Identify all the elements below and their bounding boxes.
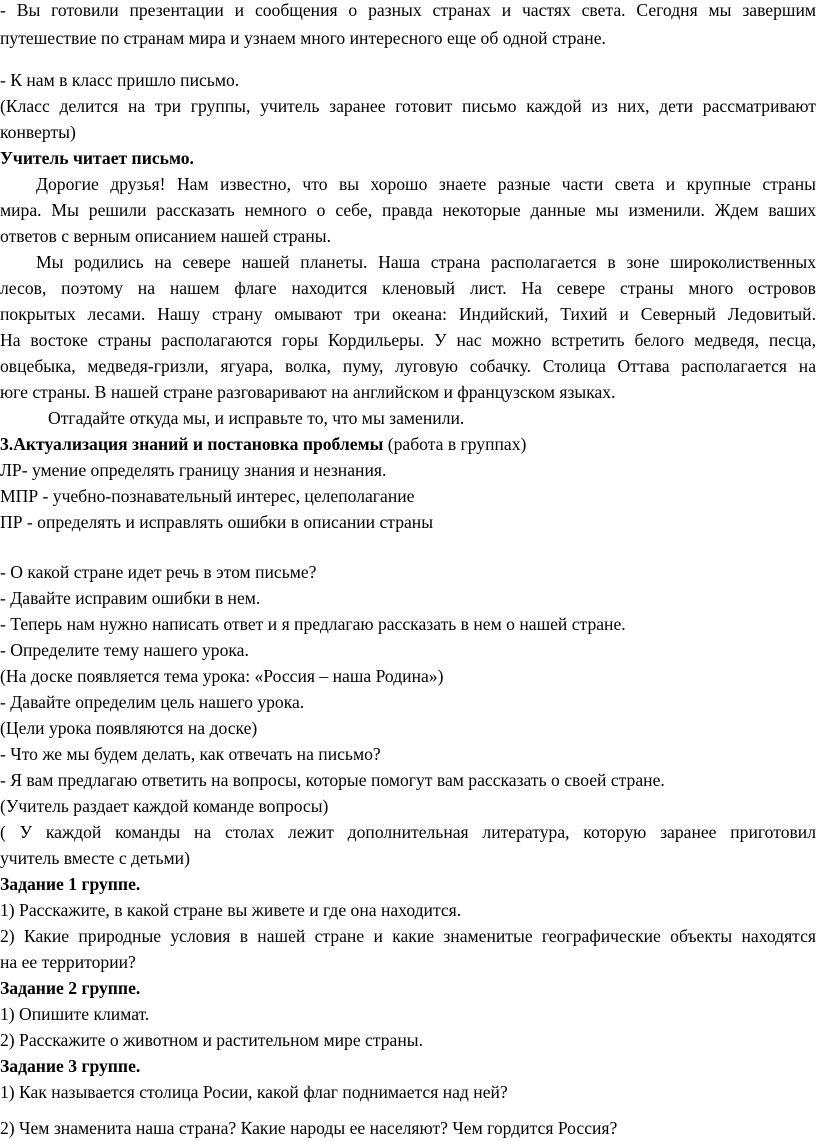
letter-p1-line-3: ответов с верным описанием нашей страны. — [0, 226, 331, 246]
dialog-line-7: (Цели урока появляются на доске) — [0, 718, 258, 738]
group3-question-2: 2) Чем знаменита наша страна? Какие народы ее населяют? Чем гордится Россия? — [0, 1118, 618, 1138]
section3-pr: ПР - определять и исправлять ошибки в описании страны — [0, 512, 434, 532]
dialog-line-6: - Давайте определим цель нашего урока. — [0, 692, 305, 712]
letter-p2-line-5: овцебыка, медведя-гризли, ягуара, волка, пуму, луговую собачку. Столица Оттава располагается на — [0, 356, 816, 376]
section3-mpr: МПР - учебно-познавательный интерес, целеполагание — [0, 486, 415, 506]
dialog-line-11b: учитель вместе с детьми) — [0, 848, 190, 868]
letter-p1-line-2: мира. Мы решили рассказать немного о себе, правда некоторые данные мы изменили. Ждем ваших — [0, 200, 816, 220]
intro-line-2: путешествие по странам мира и узнаем много интересного еще об одной стране. — [0, 28, 606, 48]
group1-title: Задание 1 группе. — [0, 874, 141, 894]
dialog-line-11a: ( У каждой команды на столах лежит дополнительная литература, которую заранее приготовил — [0, 822, 816, 842]
letter-p2-line-6: юге страны. В нашей стране разговаривают на английском и французском языках. — [0, 382, 616, 402]
intro-line-1: - Вы готовили презентации и сообщения о разных странах и частях света. Сегодня мы завершим — [0, 0, 816, 20]
section3-title-bold: 3.Актуализация знаний и постановка проблемы — [0, 434, 384, 454]
letter-p2-line-4: На востоке страны располагаются горы Кордильеры. У нас можно встретить белого медведя, песца, — [0, 330, 816, 350]
letter-p2-line-2: лесов, поэтому на нашем флаге находится кленовый лист. На севере страны много островов — [0, 278, 816, 298]
section3-title-rest: (работа в группах) — [383, 434, 527, 454]
dialog-line-3: - Теперь нам нужно написать ответ и я предлагаю рассказать в нем о нашей стране. — [0, 614, 626, 634]
class-split-line-2: конверты) — [0, 122, 76, 142]
group1-question-1: 1) Расскажите, в какой стране вы живете и где она находится. — [0, 900, 462, 920]
group3-question-1: 1) Как называется столица Росии, какой флаг поднимается над ней? — [0, 1082, 508, 1102]
group1-question-2a: 2) Какие природные условия в нашей стране и какие знаменитые географические объекты находятся — [0, 926, 816, 946]
class-split-line-1: (Класс делится на три группы, учитель заранее готовит письмо каждой из них, дети рассматривают — [0, 96, 816, 116]
group2-question-2: 2) Расскажите о животном и растительном мире страны. — [0, 1030, 423, 1050]
teacher-reads-heading: Учитель читает письмо. — [0, 148, 194, 168]
group1-question-2b: на ее территории? — [0, 952, 136, 972]
dialog-line-8: - Что же мы будем делать, как отвечать на письмо? — [0, 744, 381, 764]
dialog-line-2: - Давайте исправим ошибки в нем. — [0, 588, 261, 608]
letter-p2-line-3: покрытых лесами. Нашу страну омывают три океана: Индийский, Тихий и Северный Ледовитый. — [0, 304, 816, 324]
dialog-line-10: (Учитель раздает каждой команде вопросы) — [0, 796, 329, 816]
letter-p2-line-1: Мы родились на севере нашей планеты. Наша страна располагается в зоне широколиственных — [36, 252, 816, 272]
group2-question-1: 1) Опишите климат. — [0, 1004, 150, 1024]
section3-heading — [0, 433, 526, 455]
letter-p3-line: Отгадайте откуда мы, и исправьте то, что мы заменили. — [48, 408, 465, 428]
dialog-line-5: (На доске появляется тема урока: «Россия – наша Родина») — [0, 666, 444, 686]
dialog-line-9: - Я вам предлагаю ответить на вопросы, которые помогут вам рассказать о своей стране. — [0, 770, 665, 790]
dialog-line-1: - О какой стране идет речь в этом письме? — [0, 562, 317, 582]
letter-p1-line-1: Дорогие друзья! Нам известно, что вы хорошо знаете разные части света и крупные страны — [36, 174, 816, 194]
group3-title: Задание 3 группе. — [0, 1056, 141, 1076]
section3-lr: ЛР- умение определять границу знания и незнания. — [0, 460, 387, 480]
letter-came-line: - К нам в класс пришло письмо. — [0, 70, 240, 90]
group2-title: Задание 2 группе. — [0, 978, 141, 998]
dialog-line-4: - Определите тему нашего урока. — [0, 640, 249, 660]
